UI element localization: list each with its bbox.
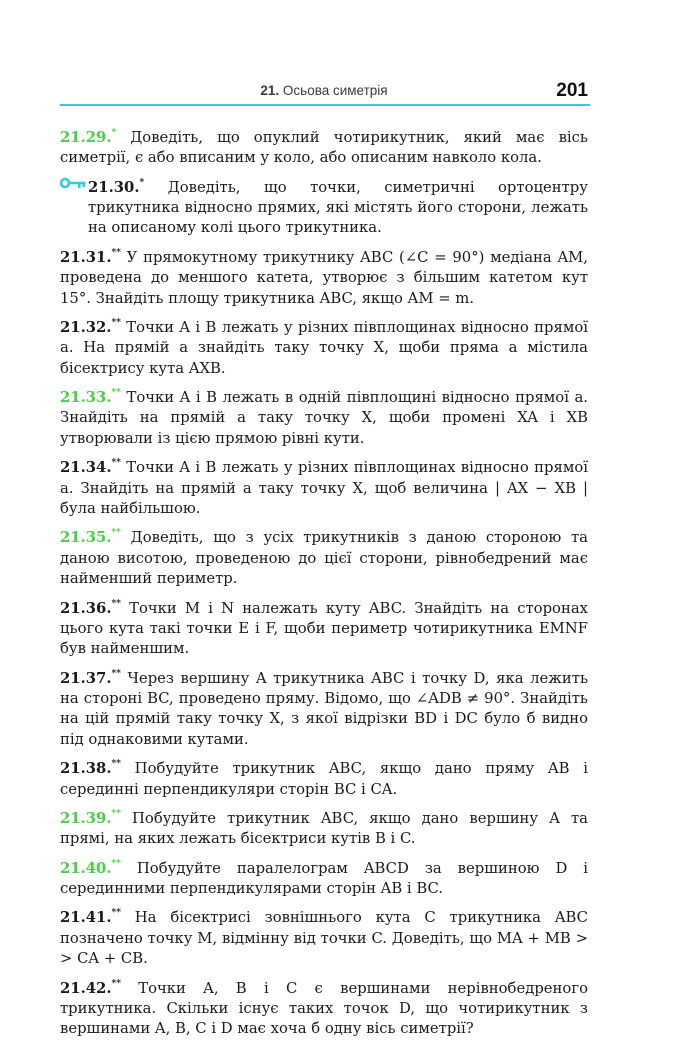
problem-number [60, 249, 121, 266]
problem-number-text: 21.33. [60, 389, 112, 407]
problem-number-text: 21.37. [60, 669, 112, 687]
problem-text: Через вершину A трикутника ABC і точку D, яка лежить на стороні BC, проведено пряму. Відомо, що ∠ADB ≠ 90°. Знайдіть на цій прямій таку точку X, з якої відрізки BD і DC було б видно під однаковими кутами. [60, 669, 588, 748]
problem-text: Точки A і B лежать у різних півплощинах відносно прямої a. На прямій a знайдіть таку точку X, щоби пряма a містила бісектрису кута AXB. [60, 318, 588, 377]
problem-number [60, 909, 121, 926]
problem-item [60, 595, 588, 660]
problem-number [60, 860, 121, 877]
problem-number-text: 21.30. [88, 178, 140, 196]
problem-number [60, 760, 121, 777]
problem-number-text: 21.34. [60, 459, 112, 477]
problem-text: Точки A і B лежать у різних півплощинах відносно прямої a. Знайдіть на прямій a таку точку X, щоб величина | AX − XB | була найбільшою. [60, 459, 588, 518]
problem-number-text: 21.35. [60, 529, 112, 547]
difficulty-marks: ** [111, 388, 121, 399]
problem-number [60, 459, 121, 476]
problem-number-text: 21.42. [60, 979, 112, 997]
problem-item [60, 524, 588, 589]
problem-text: Побудуйте паралелограм ABCD за вершиною D і серединними перпендикулярами сторін AB і BC. [60, 859, 588, 898]
page-header [60, 80, 588, 104]
problem-item [60, 855, 588, 900]
difficulty-marks: ** [111, 247, 121, 258]
problem-number [88, 179, 144, 196]
difficulty-marks: ** [111, 809, 121, 819]
problem-number-text: 21.32. [60, 318, 112, 336]
problem-number [60, 980, 121, 997]
difficulty-marks: ** [111, 668, 121, 679]
problem-number-text: 21.40. [60, 859, 112, 877]
problem-item [60, 124, 588, 169]
problem-text: Доведіть, що опуклий чотирикутник, який має вісь симетрії, є або вписаним у коло, або описаним навколо кола. [60, 128, 588, 167]
problem-text: Доведіть, що з усіх трикутників з даною стороною та даною висотою, проведеною до цієї сторони, рівнобедрений має найменший периметр. [60, 529, 588, 588]
problem-list [60, 124, 588, 1045]
problem-text: Доведіть, що точки, симетричні ортоцентру трикутника відносно прямих, які містять його сторони, лежать на описаному колі цього трикутника. [88, 178, 588, 237]
problem-item [60, 665, 588, 751]
problem-item [60, 314, 588, 379]
section-title: Осьова симетрія [282, 83, 388, 98]
problem-number-text: 21.39. [60, 809, 112, 827]
problem-item [60, 975, 588, 1040]
problem-number-text: 21.38. [60, 760, 112, 778]
problem-number [60, 129, 116, 146]
problem-text: Точки M і N належать куту ABC. Знайдіть на сторонах цього кута такі точки E і F, щоби периметр чотирикутника EMNF був найменшим. [60, 599, 588, 658]
difficulty-marks: ** [111, 858, 121, 869]
problem-number [60, 600, 121, 617]
problem-item [60, 244, 588, 309]
problem-item [60, 454, 588, 519]
problem-text: На бісектрисі зовнішнього кута C трикутника ABC позначено точку M, відмінну від точки C. Доведіть, що MA + MB > > CA + CB. [60, 909, 588, 968]
problem-text: У прямокутному трикутнику ABC (∠C = 90°) медіана AM, проведена до меншого катета, утворює з більшим катетом кут 15°. Знайдіть площу трикутника ABC, якщо AM = m. [60, 248, 588, 307]
problem-item [60, 755, 588, 800]
running-title [60, 83, 588, 98]
difficulty-marks: * [139, 177, 145, 188]
section-number: 21. [260, 83, 280, 98]
difficulty-marks: ** [111, 528, 121, 539]
difficulty-marks: ** [111, 759, 121, 770]
problem-number [60, 529, 121, 546]
difficulty-marks: ** [111, 598, 121, 609]
key-icon [60, 176, 88, 190]
difficulty-marks: ** [111, 458, 121, 469]
problem-text: Побудуйте трикутник ABC, якщо дано вершину A та прямі, на яких лежать бісектриси кутів B і C. [60, 809, 588, 848]
problem-text: Точки A і B лежать в одній півплощині відносно прямої a. Знайдіть на прямій a таку точку X, щоби промені XA і XB утворювали із цією прямою рівні кути. [60, 389, 588, 447]
problem-number [60, 319, 121, 336]
problem-text: Точки A, B і C є вершинами нерівнобедреного трикутника. Скільки існує таких точок D, що чотирикутник з вершинами A, B, C і D має хоча б одну вісь симетрії? [60, 979, 588, 1038]
problem-number [60, 389, 121, 406]
difficulty-marks: ** [111, 978, 121, 989]
problem-item [60, 805, 588, 850]
difficulty-marks: ** [111, 318, 121, 329]
header-rule [60, 104, 590, 106]
problem-number-text: 21.36. [60, 599, 112, 617]
problem-number-text: 21.31. [60, 248, 112, 266]
problem-item [60, 384, 588, 449]
problem-number-text: 21.41. [60, 909, 112, 927]
difficulty-marks: * [111, 128, 117, 138]
problem-item [60, 174, 588, 239]
problem-number [60, 670, 121, 687]
problem-text: Побудуйте трикутник ABC, якщо дано пряму AB і серединні перпендикуляри сторін BC і CA. [60, 760, 588, 798]
problem-item [60, 904, 588, 969]
difficulty-marks: ** [111, 908, 121, 919]
problem-number [60, 810, 121, 827]
page-number: 201 [556, 80, 588, 101]
problem-number-text: 21.29. [60, 128, 112, 146]
